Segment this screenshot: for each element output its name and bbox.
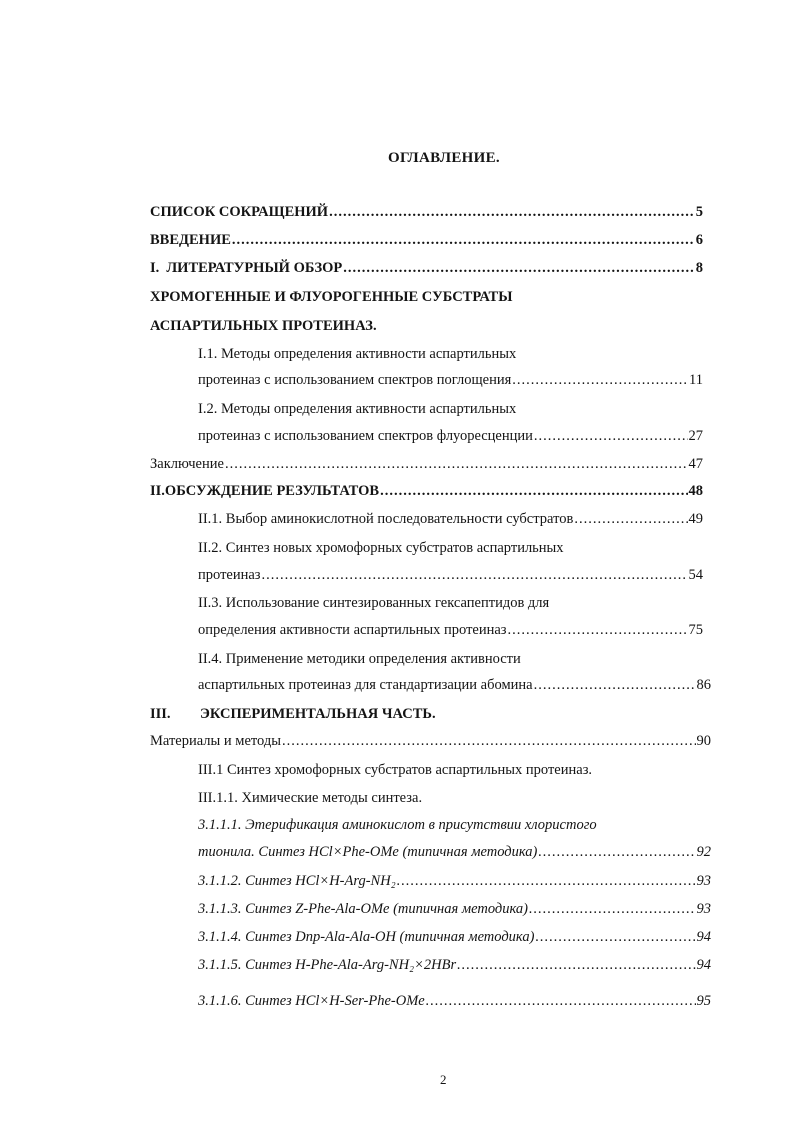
toc-entry-1-2-line1: I.2. Методы определения активности аспартильных xyxy=(198,401,517,417)
page-ref: 93 xyxy=(696,873,711,889)
toc-entry-3-1-1-2[interactable]: 3.1.1.2. Синтез HCl×H-Arg-NH₂ ..... 93 xyxy=(198,873,711,890)
page-ref: 11 xyxy=(689,372,703,388)
toc-entry-chapter-2[interactable]: II. ОБСУЖДЕНИЕ РЕЗУЛЬТАТОВ ..... 48 xyxy=(150,483,703,500)
toc-entry-abbreviations[interactable]: СПИСОК СОКРАЩЕНИЙ ..... 5 xyxy=(150,204,703,221)
toc-entry-2-2[interactable]: протеиназ ..... 54 xyxy=(198,567,703,584)
toc-entry-materials[interactable]: Материалы и методы ..... 90 xyxy=(150,733,711,750)
toc-entry-3-1-1-4[interactable]: 3.1.1.4. Синтез Dnp-Ala-Ala-OH (типичная методика) ..... 94 xyxy=(198,929,711,946)
page-ref: 94 xyxy=(696,957,711,973)
page-ref: 6 xyxy=(695,232,703,248)
chapter-1-subtitle-a: ХРОМОГЕННЫЕ И ФЛУОРОГЕННЫЕ СУБСТРАТЫ xyxy=(150,289,513,305)
page-ref: 95 xyxy=(696,993,711,1009)
toc-entry-1-2[interactable]: протеиназ с использованием спектров флуоресценции ..... 27 xyxy=(198,428,703,445)
toc-entry-2-1[interactable]: II.1. Выбор аминокислотной последовательности субстратов ..... 49 xyxy=(198,511,703,528)
page-ref: 8 xyxy=(695,260,703,276)
toc-entry-1-1-line1: I.1. Методы определения активности аспартильных xyxy=(198,346,517,362)
toc-entry-2-3-line1: II.3. Использование синтезированных гексапептидов для xyxy=(198,595,550,611)
page-ref: 27 xyxy=(688,428,703,444)
toc-entry-2-2-line1: II.2. Синтез новых хромофорных субстратов аспартильных xyxy=(198,540,564,556)
page-number: 2 xyxy=(440,1072,447,1087)
toc-entry-conclusion[interactable]: Заключение ..... 47 xyxy=(150,456,703,473)
toc-entry-2-3[interactable]: определения активности аспартильных протеиназ ..... 75 xyxy=(198,622,703,639)
toc-entry-introduction[interactable]: ВВЕДЕНИЕ ..... 6 xyxy=(150,232,703,249)
toc-entry-1-1[interactable]: протеиназ с использованием спектров поглощения ..... 11 xyxy=(198,372,703,389)
toc-entry-3-1-1-5[interactable]: 3.1.1.5. Синтез H-Phe-Ala-Arg-NH₂×2HBr ..... 94 xyxy=(198,957,711,974)
chapter-1-subtitle-b: АСПАРТИЛЬНЫХ ПРОТЕИНАЗ. xyxy=(150,318,377,334)
chapter-number: III. xyxy=(150,706,171,722)
page-ref: 75 xyxy=(688,622,703,638)
toc-entry-2-4-line1: II.4. Применение методики определения активности xyxy=(198,651,521,667)
page-ref: 93 xyxy=(696,901,711,917)
toc-entry-3-1-1-1[interactable]: тионила. Синтез HCl×Phe-OMe (типичная методика) ..... 92 xyxy=(198,844,711,861)
page-ref: 90 xyxy=(696,733,711,749)
toc-entry-2-4[interactable]: аспартильных протеиназ для стандартизации абомина ..... 86 xyxy=(198,677,711,694)
page-ref: 5 xyxy=(695,204,703,220)
toc-entry-3-1-1: III.1.1. Химические методы синтеза. xyxy=(198,790,423,806)
chapter-number: II. xyxy=(150,483,165,499)
toc-entry-3-1-1-1-line1: 3.1.1.1. Этерификация аминокислот в присутствии хлористого xyxy=(198,817,597,833)
page-ref: 94 xyxy=(696,929,711,945)
page-ref: 48 xyxy=(688,483,703,499)
toc-entry-chapter-3[interactable]: III. ЭКСПЕРИМЕНТАЛЬНАЯ ЧАСТЬ. xyxy=(150,706,436,722)
toc-entry-chapter-1[interactable]: I. ЛИТЕРАТУРНЫЙ ОБЗОР ..... 8 xyxy=(150,260,703,277)
toc-entry-3-1-1-3[interactable]: 3.1.1.3. Синтез Z-Phe-Ala-OMe (типичная методика) ..... 93 xyxy=(198,901,711,918)
page-ref: 86 xyxy=(696,677,711,693)
page-title: ОГЛАВЛЕНИЕ. xyxy=(388,150,500,166)
page-ref: 47 xyxy=(688,456,703,472)
toc-entry-3-1: III.1 Синтез хромофорных субстратов аспартильных протеиназ. xyxy=(198,762,593,778)
page-ref: 92 xyxy=(696,844,711,860)
chapter-number: I. xyxy=(150,260,160,276)
page-ref: 54 xyxy=(688,567,703,583)
page-ref: 49 xyxy=(688,511,703,527)
toc-entry-3-1-1-6[interactable]: 3.1.1.6. Синтез HCl×H-Ser-Phe-OMe ..... 95 xyxy=(198,993,711,1010)
